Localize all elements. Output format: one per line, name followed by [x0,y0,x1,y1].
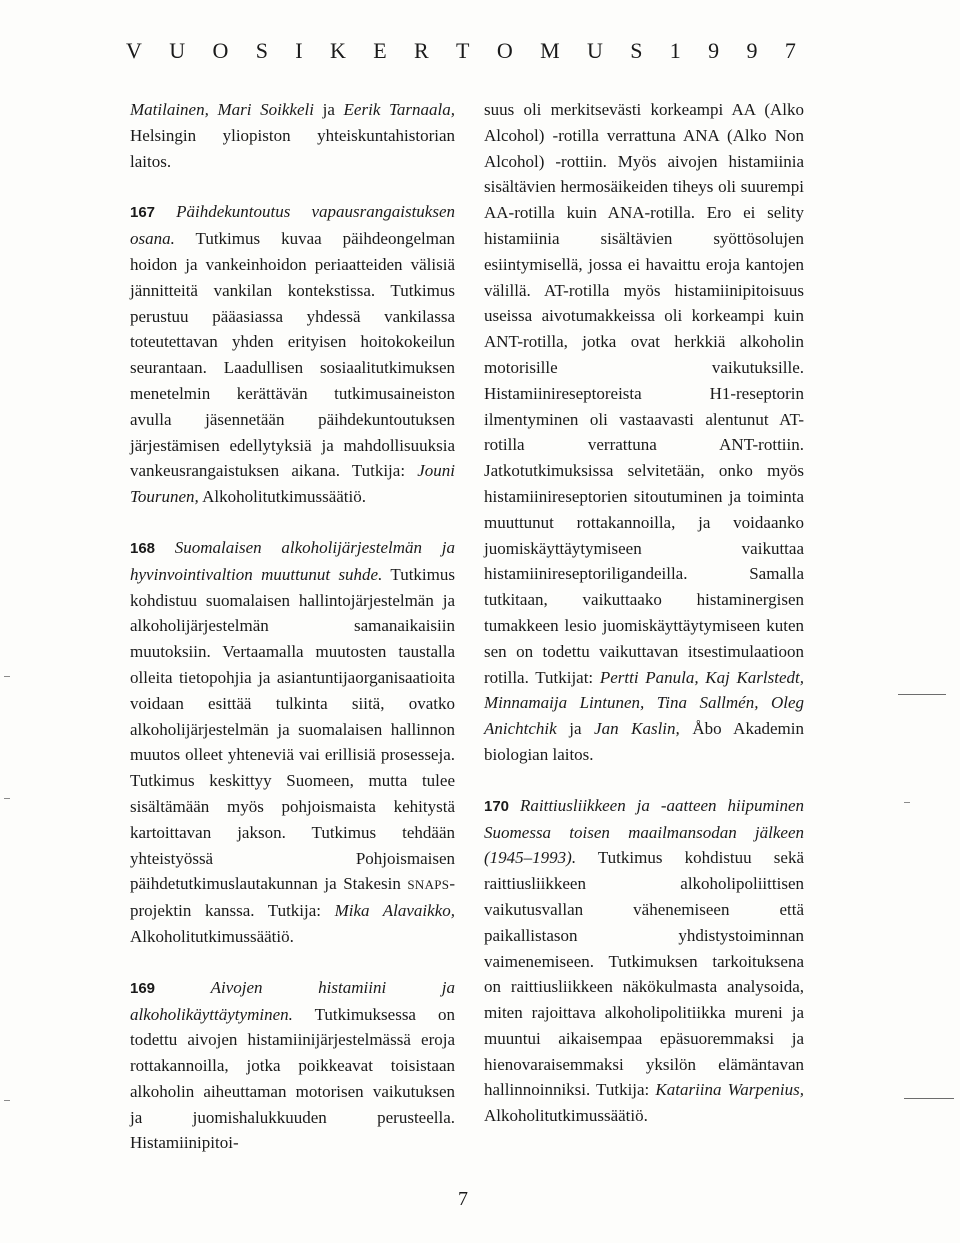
entry-number: 169 [130,979,156,997]
running-head-letter: M [540,38,560,63]
entry-title: Päihdekuntoutus vapausrangaistuksen osana. [130,202,455,249]
margin-rule [904,1098,954,1099]
entry-title: Suomalaisen alkoholijärjestelmän ja hyvinvointivaltion muuttunut suhde. [130,537,455,584]
margin-tick [904,802,910,803]
running-head-letter: E [373,38,387,63]
running-head-letter: U [169,38,186,63]
entry-body: Tutkimus kohdistuu suomalaisen hallintojärjestelmän ja alkoholijärjestelmän samanaikaisiin muutoksiin. Vertaamalla muutosten taustalla olleita tietopohjia ja asiantuntijaorganisaatioita voidaan esittää tulkinta siitä, ovatko alkoholijärjestelmän ja suomalaisen hallinnon muutos olleet yhteneviä vai erillisiä prosesseja. Tutkimus keskittyy Suomeen, mutta tulee sisältämään myös pohjoismaista kehitystä kartoittavan jakson. Tutkimus tehdään yhteistyössä Pohjoismaisen päihdetutkimuslautakunnan ja Stakesin [130,564,455,894]
entry-body-cont: -projektin kanssa. Tutkija: [130,874,455,921]
entry-166-continuation [130,97,455,174]
author-names: Matilainen, Mari Soikkeli [130,100,314,119]
researcher-name: Jan Kaslin, [594,719,680,739]
entry-169-continuation [484,97,804,768]
researcher-name: Jouni Tourunen, [130,461,455,507]
entry-170 [484,793,804,1129]
running-head-letter: S [630,38,643,63]
researcher-name: Mika Alavaikko, [334,901,455,921]
entry-title: Aivojen histamiini ja alkoholikäyttäytyminen. [130,977,456,1024]
entry-body: Tutkimuksessa on todettu aivojen histamiinijärjestelmässä eroja rottakannoilla, jotka poikkeavat toisistaan alkoholin aiheuttaman motorisen vaikutuksen ja juomishalukkuuden perusteella. Histamiinipitoi- [130,1004,455,1153]
conjunction: ja [313,100,344,119]
running-head-letter: T [456,38,470,63]
running-head-letter: 9 [708,38,720,63]
running-head-letter: U [586,38,603,63]
running-head-letter: 7 [784,38,796,63]
author-name: Eerik Tarnaala, [343,100,455,119]
margin-tick [4,676,10,677]
running-head [126,38,796,64]
running-head-letter: O [212,38,229,63]
acronym: SNAPS [407,877,450,893]
margin-tick [4,1100,10,1101]
page-number: 7 [458,1188,468,1210]
running-head-letter: V [126,38,142,63]
researcher-names: Pertti Panula, Kaj Karlstedt, Minnamaija Lintunen, Tina Sallmén, Oleg Anichtchik [484,667,804,739]
running-head-letter: S [255,38,268,63]
affiliation: Helsingin yliopiston yhteiskuntahistorian laitos. [130,125,455,171]
running-head-letter: 9 [746,38,758,63]
left-column [130,97,455,1156]
running-head-letter: O [496,38,513,63]
running-head-letter: R [414,38,429,63]
entry-title: Raittiusliikkeen ja -aatteen hiipuminen Suomessa toisen maailmansodan jälkeen (1945–1993). [484,795,804,868]
entry-body: Tutkimus kohdistuu sekä raittiusliikkeen alkoholipoliittisen vaikutusvallan vähenemiseen että paikallistason yhdistystoiminnan vaimenemiseen. Tutkimuksen tarkoituksena on raittiusliikkeen näkökulmasta analysoida, miten rajoittava alkoholipolitiikka mureni ja muuntui aikaisempaa epäsuoremmaksi ja hienovaraisemmaksi yksilön elämäntavan hallinnoinniksi. Tutkija: [484,848,804,1100]
running-head-letter: K [329,38,346,63]
running-head-letter: 1 [669,38,681,63]
entry-number: 167 [130,204,156,222]
entry-169 [130,975,455,1157]
entry-number: 170 [484,797,510,815]
organization: Alkoholitutkimussäätiö. [130,926,294,946]
margin-tick [4,798,10,799]
running-head-letter: I [295,38,303,63]
entry-168 [130,535,455,950]
right-column [484,97,804,1129]
organization: Alkoholitutkimussäätiö. [198,487,366,507]
organization: Alkoholitutkimussäätiö. [484,1106,648,1126]
entry-body: suus oli merkitsevästi korkeampi AA (Alko Alcohol) -rotilla verrattuna ANA (Alko Non Alcohol) -rottiin. Myös aivojen histamiinia sisältävien hermosäikeiden tiheys oli suurempi AA-rotilla kuin ANA-rotilla. Ero ei selity histamiinia sisältävien syöttösolujen esiintymisellä, jossa ei havaittu eroja kantojen välillä. AT-rotilla myös histamiinipitoisuus useissa aivotumakkeissa oli korkeampi kuin ANT-rotilla, jotka ovat herkkiä alkoholin motorisille vaikutuksille. Histamiinireseptoreista H1-reseptorin ilmentyminen oli vastaavasti alentunut AT-rotilla verrattuna ANT-rottiin. Jatkotutkimuksissa selvitetään, onko myös histamiinireseptorien sitoutuminen ja toiminta muuttunut rottakannoilla, ja voidaanko juomiskäyttäytymiseen vaikuttaa histamiinireseptoriligandeilla. Samalla tutkitaan, vaikuttaako histaminergisen tumakkeen lesio juomiskäyttäytymiseen kuten sen on todettu vaikuttavan itsestimulaatioon rotilla. Tutkijat: [484,100,804,687]
researcher-name: Katariina Warpenius, [655,1080,804,1100]
entry-body: Tutkimus kuvaa päihdeongelman hoidon ja vankeinhoidon periaatteiden välisiä jännitteitä vankilan kontekstissa. Tutkimus perustuu pääasiassa yhdessä vankilassa toteutettavan yhden erityisen hoitokokeilun seurantaan. Laadullisen sosiaalitutkimuksen menetelmin kerättävän tutkimusaineiston avulla jäsennetään päihdekuntoutuksen järjestämisen edellytyksiä ja mahdollisuuksia vankeusrangaistuksen aikana. Tutkija: [130,229,455,481]
margin-rule [898,694,946,695]
entry-167 [130,199,455,510]
entry-number: 168 [130,539,156,557]
conjunction: ja [556,719,595,739]
organization: Åbo Akademin biologian laitos. [484,719,804,764]
